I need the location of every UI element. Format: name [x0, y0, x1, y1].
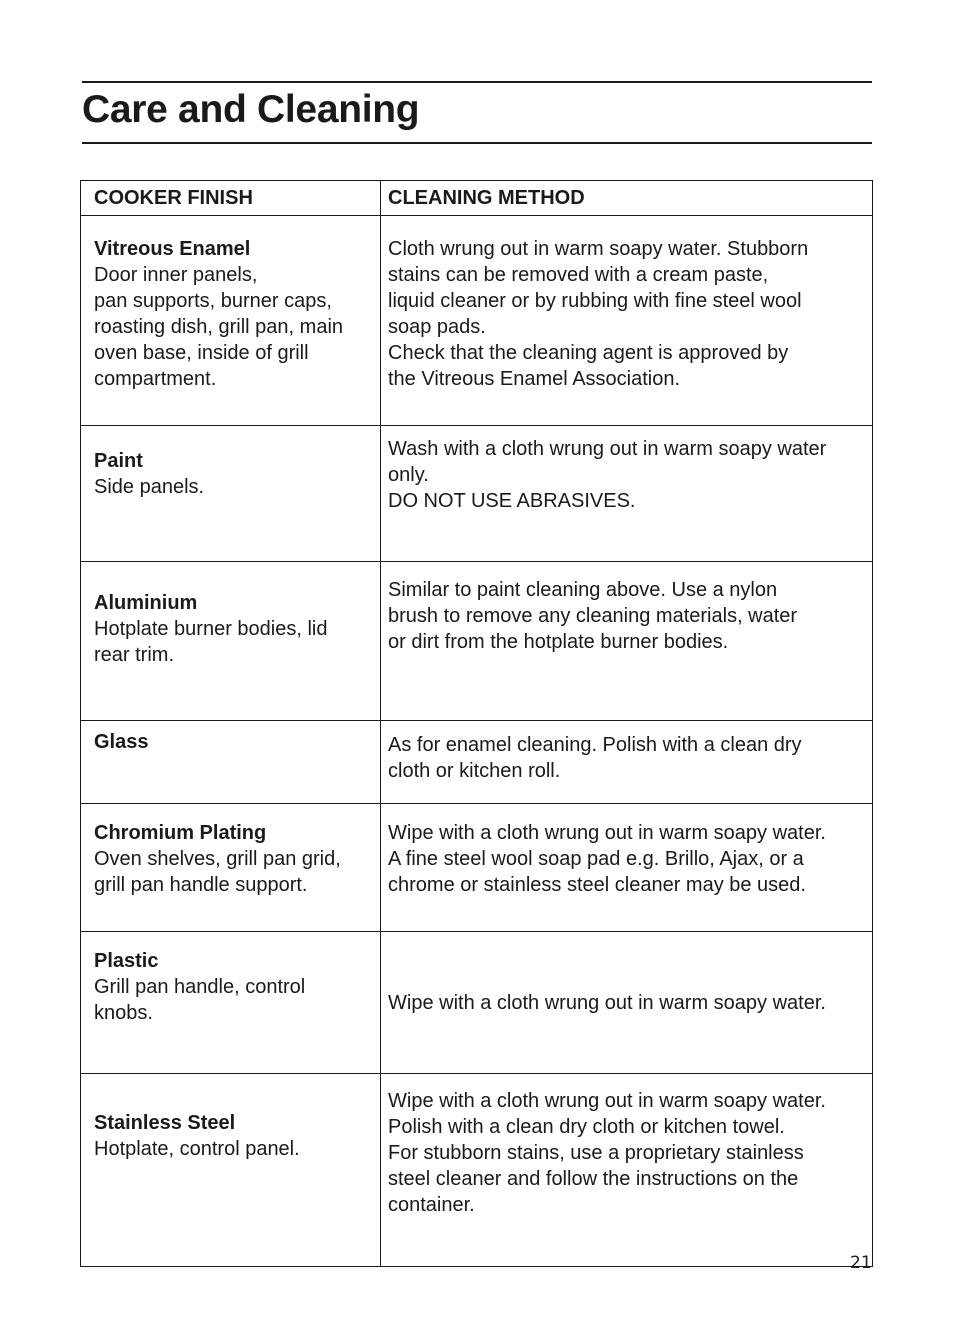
finish-name: Vitreous Enamel [94, 238, 251, 260]
method-line: Polish with a clean dry cloth or kitchen towel. [388, 1116, 785, 1138]
method-line: soap pads. [388, 316, 486, 338]
finish-name: Glass [94, 731, 149, 753]
method-line: cloth or kitchen roll. [388, 760, 561, 782]
top-rule [82, 81, 872, 83]
method-cell [381, 804, 873, 932]
method-line: container. [388, 1194, 475, 1216]
method-line: Check that the cleaning agent is approved by [388, 342, 789, 364]
finish-cell [81, 1074, 381, 1267]
method-line: only. [388, 464, 429, 486]
table-row [81, 932, 873, 1074]
finish-name: Plastic [94, 950, 159, 972]
finish-parts-line: roasting dish, grill pan, main [94, 316, 344, 338]
finish-parts-line: Side panels. [94, 476, 205, 498]
finish-name: Paint [94, 450, 143, 472]
method-line: Wipe with a cloth wrung out in warm soapy water. [388, 991, 826, 1014]
method-line: Similar to paint cleaning above. Use a nylon [388, 579, 778, 601]
method-line: For stubborn stains, use a proprietary stainless [388, 1142, 804, 1164]
method-cell [381, 1074, 873, 1267]
method-line: brush to remove any cleaning materials, water [388, 605, 798, 627]
method-line: A fine steel wool soap pad e.g. Brillo, Ajax, or a [388, 848, 804, 870]
finish-parts-line: Hotplate burner bodies, lid [94, 618, 328, 640]
finish-cell [81, 426, 381, 562]
finish-parts-line: Hotplate, control panel. [94, 1138, 300, 1160]
finish-parts-line: compartment. [94, 368, 217, 390]
table-row [81, 1074, 873, 1267]
finish-parts-line: grill pan handle support. [94, 874, 308, 896]
finish-parts-line: Door inner panels, [94, 264, 258, 286]
method-line: DO NOT USE ABRASIVES. [388, 490, 636, 512]
finish-cell [81, 216, 381, 426]
finish-parts-line: Oven shelves, grill pan grid, [94, 848, 341, 870]
header-cooker-finish: COOKER FINISH [81, 181, 381, 216]
table-row [81, 426, 873, 562]
table-row [81, 562, 873, 721]
cleaning-table [80, 180, 873, 1267]
finish-parts-line: Grill pan handle, control [94, 976, 306, 998]
title-underline [82, 142, 872, 144]
method-line: the Vitreous Enamel Association. [388, 368, 681, 390]
finish-parts-line: knobs. [94, 1002, 153, 1024]
finish-cell [81, 721, 381, 804]
method-cell [381, 216, 873, 426]
finish-cell [81, 804, 381, 932]
finish-name: Aluminium [94, 592, 198, 614]
method-line: As for enamel cleaning. Polish with a clean dry [388, 734, 802, 756]
finish-parts-line: rear trim. [94, 644, 174, 666]
page-number: 21 [850, 1253, 872, 1273]
method-line: liquid cleaner or by rubbing with fine steel wool [388, 290, 802, 312]
finish-name: Stainless Steel [94, 1112, 236, 1134]
page-title: Care and Cleaning [82, 88, 420, 131]
table-row [81, 721, 873, 804]
table-header-row [81, 181, 873, 216]
finish-name: Chromium Plating [94, 822, 267, 844]
method-line: Wash with a cloth wrung out in warm soapy water [388, 438, 827, 460]
method-line: Wipe with a cloth wrung out in warm soapy water. [388, 1090, 826, 1112]
header-cleaning-method: CLEANING METHOD [381, 181, 873, 216]
table-row [81, 804, 873, 932]
method-line: or dirt from the hotplate burner bodies. [388, 631, 729, 653]
method-cell [381, 562, 873, 721]
method-line: stains can be removed with a cream paste, [388, 264, 769, 286]
finish-cell [81, 932, 381, 1074]
method-line: Cloth wrung out in warm soapy water. Stubborn [388, 238, 809, 260]
method-line: chrome or stainless steel cleaner may be used. [388, 874, 806, 896]
method-line: steel cleaner and follow the instructions on the [388, 1168, 799, 1190]
table-row [81, 216, 873, 426]
method-cell [381, 721, 873, 804]
method-line: Wipe with a cloth wrung out in warm soapy water. [388, 822, 826, 844]
finish-cell [81, 562, 381, 721]
method-cell [381, 932, 873, 1074]
finish-parts-line: oven base, inside of grill [94, 342, 309, 364]
method-cell [381, 426, 873, 562]
finish-parts-line: pan supports, burner caps, [94, 290, 332, 312]
